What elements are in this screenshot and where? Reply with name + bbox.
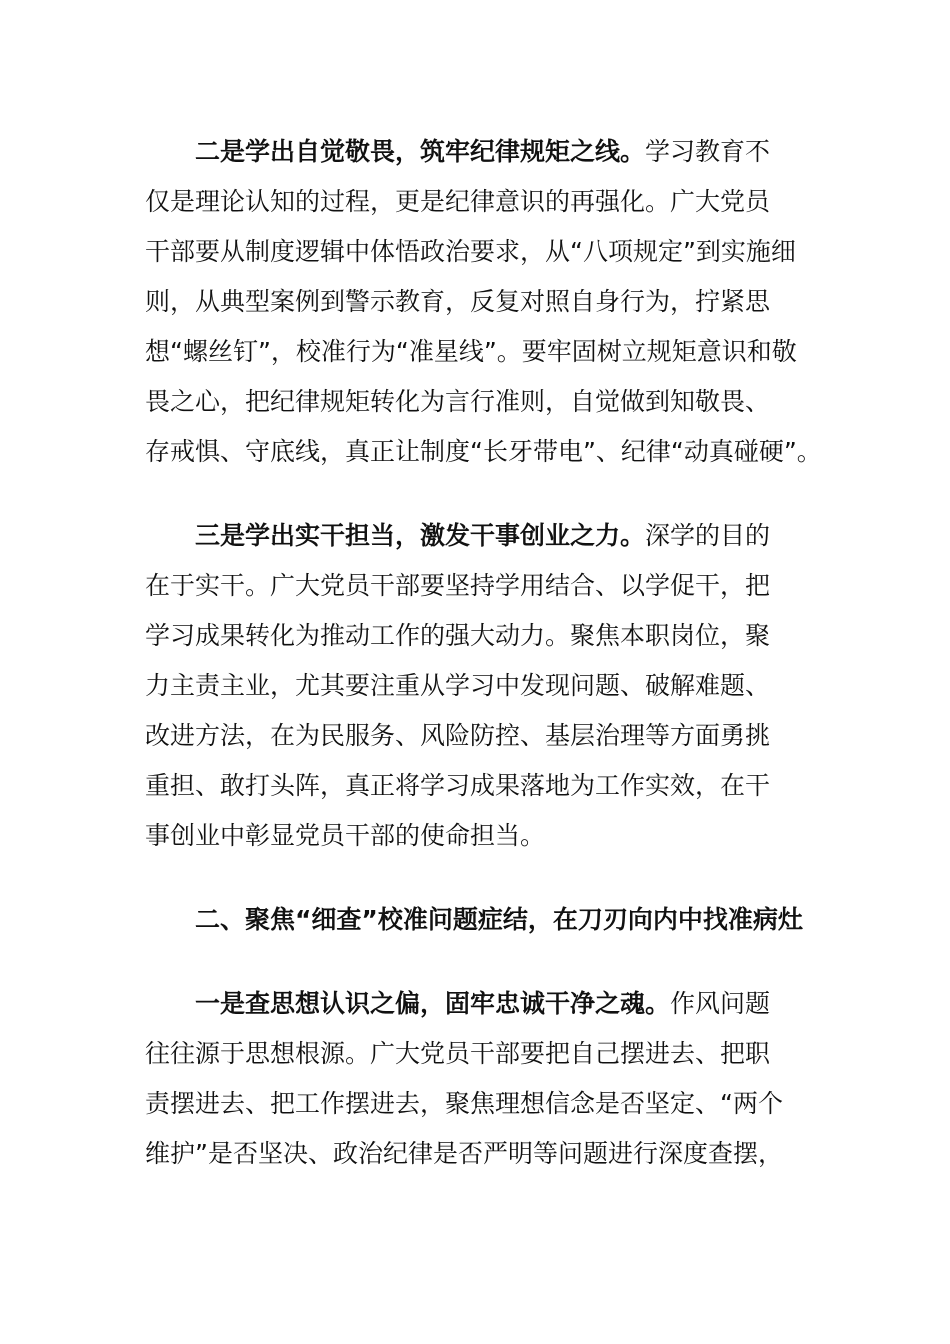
paragraph-lead: 三是学出实干担当，激发干事创业之力。: [195, 521, 646, 550]
paragraph-text: 作风问题: [670, 989, 771, 1018]
paragraph-line: 想“螺丝钉”，校准行为“准星线”。要牢固树立规矩意识和敬: [145, 337, 797, 366]
paragraph-line: 则，从典型案例到警示教育，反复对照自身行为，拧紧思: [145, 287, 771, 316]
paragraph-line: 改进方法，在为民服务、风险防控、基层治理等方面勇挑: [145, 721, 771, 750]
paragraph-lead: 二是学出自觉敬畏，筑牢纪律规矩之线。: [195, 137, 646, 166]
paragraph-line: 存戒惧、守底线，真正让制度“长牙带电”、纪律“动真碰硬”。: [145, 437, 822, 466]
paragraph-line: 干部要从制度逻辑中体悟政治要求，从“八项规定”到实施细: [145, 237, 796, 266]
paragraph-line: 维护”是否坚决、政治纪律是否严明等问题进行深度查摆，: [145, 1139, 783, 1168]
paragraph-lead: 一是查思想认识之偏，固牢忠诚干净之魂。: [195, 989, 671, 1018]
paragraph-line: 力主责主业，尤其要注重从学习中发现问题、破解难题、: [145, 671, 771, 700]
paragraph-line: 在于实干。广大党员干部要坚持学用结合、以学促干，把: [145, 571, 771, 600]
paragraph-line: 往往源于思想根源。广大党员干部要把自己摆进去、把职: [145, 1039, 771, 1068]
paragraph-line: [195, 984, 770, 1024]
paragraph-line: 事创业中彰显党员干部的使命担当。: [145, 821, 546, 850]
paragraph-line: [195, 132, 770, 172]
paragraph-line: 责摆进去、把工作摆进去，聚焦理想信念是否坚定、“两个: [145, 1089, 783, 1118]
section-heading: 二、聚焦“细查”校准问题症结，在刀刃向内中找准病灶: [195, 905, 803, 934]
paragraph-line: 仅是理论认知的过程，更是纪律意识的再强化。广大党员: [145, 187, 771, 216]
paragraph-text: 学习教育不: [645, 137, 771, 166]
paragraph-line: 重担、敢打头阵，真正将学习成果落地为工作实效，在干: [145, 771, 771, 800]
paragraph-text: 深学的目的: [645, 521, 771, 550]
paragraph-line: 畏之心，把纪律规矩转化为言行准则，自觉做到知敬畏、: [145, 387, 771, 416]
paragraph-line: 学习成果转化为推动工作的强大动力。聚焦本职岗位，聚: [145, 621, 771, 650]
paragraph-line: [195, 516, 770, 556]
